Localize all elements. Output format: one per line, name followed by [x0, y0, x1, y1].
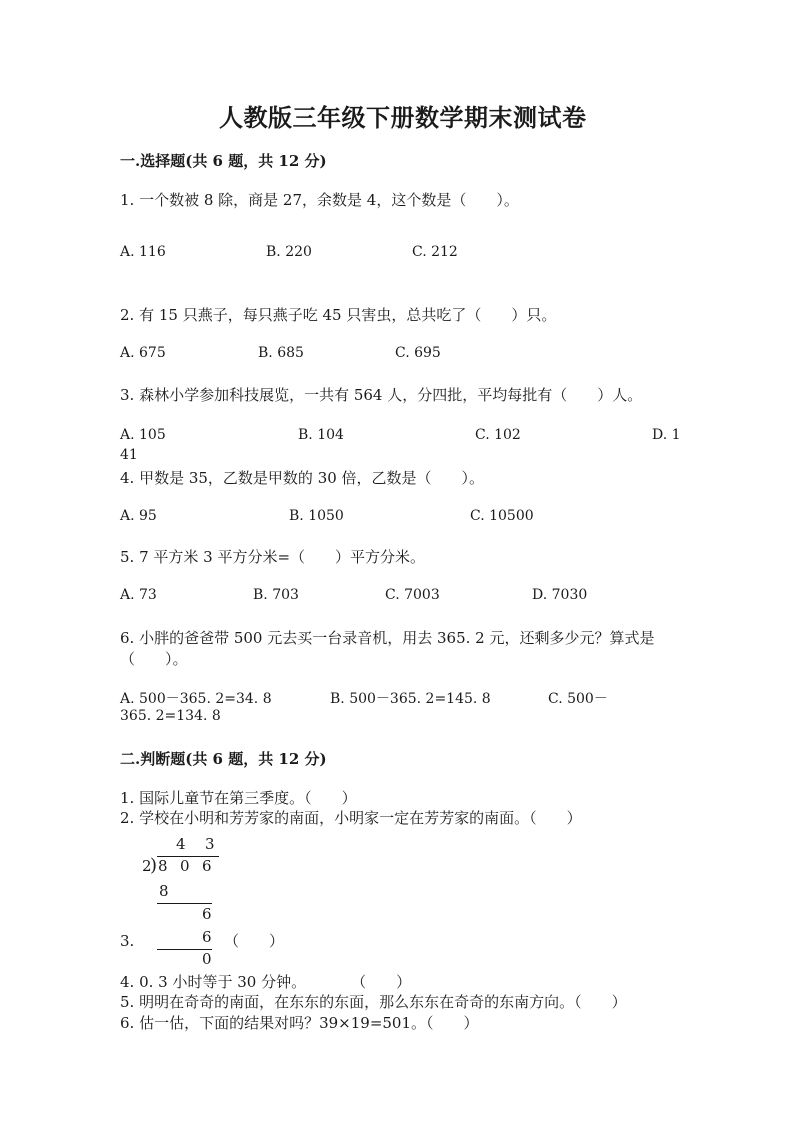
- question-text: 5. 7 平方米 3 平方分米=（ ）平方分米。: [120, 548, 426, 566]
- option-a: A. 500－365. 2=34. 8: [120, 691, 272, 707]
- step-line: [157, 903, 212, 904]
- option-c: C. 212: [412, 244, 458, 260]
- quotient-digit: 3: [205, 835, 215, 853]
- step-value: 6: [202, 928, 212, 946]
- question-text: 3. 森林小学参加科技展览，一共有 564 人，分四批，平均每批有（ ）人。: [120, 386, 643, 404]
- option-a: A. 95: [120, 508, 157, 524]
- option-c: C. 102: [475, 427, 521, 443]
- question-text: 6. 小胖的爸爸带 500 元去买一台录音机，用去 365. 2 元，还剩多少元？算式是: [120, 629, 655, 647]
- dividend-digit: 6: [202, 857, 212, 875]
- option-c: C. 695: [395, 345, 441, 361]
- question-text: 2. 有 15 只燕子，每只燕子吃 45 只害虫，总共吃了（ ）只。: [120, 306, 557, 324]
- division-bracket: ): [150, 855, 158, 876]
- option-b: B. 703: [253, 587, 299, 603]
- question-text: 4. 甲数是 35，乙数是甲数的 30 倍，乙数是（ ）。: [120, 469, 485, 487]
- option-c: C. 10500: [470, 508, 534, 524]
- question-number: 3.: [120, 932, 135, 950]
- option-d-wrap: 41: [120, 447, 138, 463]
- option-d: D. 7030: [532, 587, 588, 603]
- question-text: 5. 明明在奇奇的南面，在东东的东面，那么东东在奇奇的东南方向。（ ）: [120, 993, 627, 1011]
- option-b: B. 685: [258, 345, 304, 361]
- option-b: B. 500－365. 2=145. 8: [330, 691, 491, 707]
- section-heading-judge: 二.判断题(共 6 题，共 12 分): [120, 750, 327, 768]
- long-division-figure: [140, 830, 230, 970]
- option-c: C. 500－: [548, 691, 608, 707]
- page-title: 人教版三年级下册数学期末测试卷: [219, 103, 587, 132]
- option-d: D. 1: [652, 427, 681, 443]
- option-b: B. 104: [298, 427, 344, 443]
- question-text-wrap: （ ）。: [120, 650, 188, 668]
- step-value: 8: [159, 882, 169, 900]
- option-a: A. 105: [120, 427, 166, 443]
- divisor: 2: [142, 857, 152, 875]
- question-text: 6. 估一估，下面的结果对吗？39×19=501。（ ）: [120, 1014, 479, 1032]
- question-text: 1. 一个数被 8 除，商是 27，余数是 4，这个数是（ ）。: [120, 191, 519, 209]
- dividend-digit: 0: [180, 857, 190, 875]
- option-b: B. 1050: [289, 508, 344, 524]
- quotient-digit: 4: [176, 835, 186, 853]
- question-text: 2. 学校在小明和芳芳家的南面，小明家一定在芳芳家的南面。（ ）: [120, 809, 582, 827]
- option-c-wrap: 365. 2=134. 8: [120, 708, 221, 724]
- option-a: A. 675: [120, 345, 166, 361]
- option-a: A. 116: [120, 244, 166, 260]
- question-text: 1. 国际儿童节在第三季度。（ ）: [120, 789, 357, 807]
- remainder: 0: [202, 950, 212, 968]
- option-c: C. 7003: [385, 587, 440, 603]
- step-value: 6: [202, 905, 212, 923]
- option-a: A. 73: [120, 587, 157, 603]
- section-heading-choice: 一.选择题(共 6 题，共 12 分): [120, 152, 327, 170]
- question-text: 4. 0. 3 小时等于 30 分钟。 （ ）: [120, 973, 412, 991]
- option-b: B. 220: [266, 244, 312, 260]
- answer-bracket: （ ）: [224, 932, 285, 950]
- dividend-digit: 8: [158, 857, 168, 875]
